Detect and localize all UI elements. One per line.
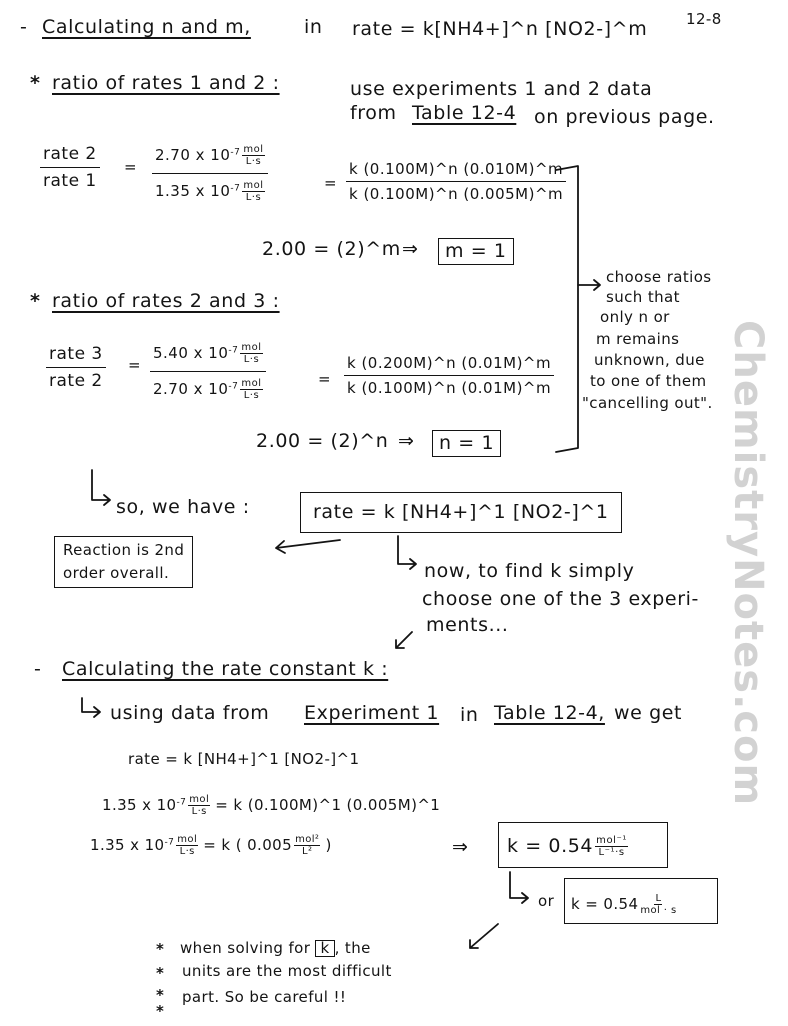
section2-line1-unit-top: mol [189,794,210,805]
section2-k-alt-unit-top: L [655,893,662,904]
bracket-right [556,166,578,452]
ratio12-eq2: = [324,174,337,192]
ratio23-star: * [30,290,41,312]
ratio23-eq: = [128,356,141,374]
side-note-line-1: choose ratios [606,268,712,286]
using-arrow [82,698,100,717]
ratio23-answer-box: n = 1 [432,430,501,457]
ratio23-rhs-fraction [344,354,554,397]
section2-or-word: or [538,892,555,910]
ratio12-lhs-fraction [40,144,100,191]
section2-line1-unit [188,794,210,817]
side-note-line-6: to one of them [590,372,707,390]
caution-arrow [470,924,498,948]
section2-k-alt-unit [640,893,676,916]
ratio23-arrow: ⇒ [398,430,415,452]
summary-find-k-line-2: choose one of the 3 experi- [422,588,699,610]
caution-line1-text: when solving for [180,939,311,957]
ratio12-arrow: ⇒ [402,238,419,260]
section2-line2-unit-top: mol [177,834,198,845]
ratio12-den-unit-bottom: L·s [245,192,262,203]
section1-heading: Calculating n and m, [42,16,251,38]
ratio23-result: 2.00 = (2)^n [256,430,389,452]
ratio12-num-unit-top: mol [243,144,264,155]
section1-in-word: in [304,16,323,38]
page-number: 12-8 [686,10,722,28]
ratio23-lhs-den: rate 2 [46,367,106,391]
ratio23-lhs-num: rate 3 [49,344,103,364]
to-order-arrow [276,540,340,553]
or-arrow [510,872,528,903]
section2-line2-rhs: = k ( 0.005 [203,836,293,854]
caution-star-3: * [156,986,165,1004]
ratio12-result: 2.00 = (2)^m [262,238,401,260]
section2-k-alt-unit-bottom: mol · s [640,905,677,916]
caution-line-3: part. So be careful !! [182,988,347,1006]
ratio12-table-ref: Table 12-4 [412,102,517,124]
ratio12-instruction: use experiments 1 and 2 data [350,78,653,100]
down-arrow [396,632,412,648]
ratio12-rhs-num: k (0.100M)^n (0.010M)^m [349,160,564,178]
find-k-arrow [398,536,416,569]
section2-line2-k-unit [294,834,320,857]
ratio12-instruction-tail: on previous page. [534,106,715,128]
section1-rate-law: rate = k[NH4+]^n [NO2-]^m [352,18,648,40]
section2-k-alt: k = 0.54 [571,895,639,913]
section2-line1 [102,794,440,817]
ratio12-answer-box: m = 1 [438,238,514,265]
section2-using-data: using data from [110,702,270,724]
ratio23-num-exp: -7 [228,345,239,356]
ratio23-den-unit-top: mol [241,378,262,389]
ratio12-rhs-den: k (0.100M)^n (0.005M)^m [346,181,566,203]
ratio12-num-unit-bottom: L·s [245,156,262,167]
ratio23-num-unit-bottom: L·s [243,354,260,365]
bracket-arrow [578,280,600,290]
ratio23-heading: ratio of rates 2 and 3 : [52,290,280,312]
section2-k-answer: k = 0.54 [507,835,594,857]
section2-k-answer-box [498,822,668,868]
section2-line2-exp: -7 [164,837,175,848]
ratio12-num-exp: -7 [230,147,241,158]
caution-star-2: * [156,964,165,982]
section2-table-ref: Table 12-4, [494,702,605,724]
ratio23-den-value-wrap [150,371,266,401]
ratio12-den-unit-top: mol [243,180,264,191]
ratio12-num-value-wrap [152,144,268,173]
section2-line2-k-unit-bottom: L² [301,846,313,857]
section2-line1-exp: -7 [176,797,187,808]
section2-arrow: ⇒ [452,836,469,858]
ratio12-den-unit [242,180,264,203]
section2-k-alt-line [571,893,677,916]
ratio12-den-exp: -7 [230,183,241,194]
section2-line1-lhs: 1.35 x 10 [102,796,177,814]
section2-we-get: we get [614,702,683,724]
ratio23-value-fraction [150,342,266,401]
section2-k-alt-box [564,878,718,924]
watermark: ChemistryNotes.com [725,320,771,807]
section2-line2-k-unit-top: mol² [295,834,320,845]
ratio12-star: * [30,72,41,94]
section2-line2-unit-bottom: L·s [179,846,195,857]
side-note-line-5: unknown, due [594,351,705,369]
ratio12-lhs-den: rate 1 [40,167,100,191]
ratio23-den-unit [240,378,262,401]
section2-rate-law: rate = k [NH4+]^1 [NO2-]^1 [128,750,360,768]
summary-find-k-line-1: now, to find k simply [424,560,635,582]
section2-line2-close: ) [325,836,332,854]
ratio12-den-value: 1.35 x 10 [155,182,231,200]
ratio23-eq2: = [318,370,331,388]
section2-line2-unit [176,834,198,857]
ratio23-num-unit [240,342,262,365]
ratio12-lhs-num: rate 2 [43,144,97,164]
section2-heading: Calculating the rate constant k : [62,658,389,680]
ratio23-rhs-den: k (0.100M)^n (0.01M)^m [344,375,554,397]
side-note-line-3: only n or [600,308,670,326]
caution-k-box: k [315,940,334,957]
section2-line2 [90,834,332,857]
caution-line1-tail: , the [334,939,371,957]
ratio23-num-value: 5.40 x 10 [153,344,229,362]
ratio12-from: from [350,102,397,124]
ratio23-den-unit-bottom: L·s [243,390,260,401]
summary-order-box [54,536,193,588]
caution-line-1 [180,940,371,957]
caution-star-1: * [156,940,165,958]
section2-k-unit-bottom: L⁻¹·s [598,847,625,858]
section2-k-answer-line [507,835,628,858]
ratio23-rhs-num: k (0.200M)^n (0.01M)^m [347,354,552,372]
summary-order-line-2: order overall. [63,564,170,582]
section2-line2-lhs: 1.35 x 10 [90,836,165,854]
ratio12-num-value: 2.70 x 10 [155,146,231,164]
section2-experiment-ref: Experiment 1 [304,702,440,724]
summary-so-we-have: so, we have : [116,496,250,518]
section2-k-unit [595,835,628,858]
section2-k-unit-top: mol⁻¹ [596,835,628,846]
summary-rate-law-box: rate = k [NH4+]^1 [NO2-]^1 [300,492,622,533]
summary-find-k-line-3: ments... [426,614,509,636]
ratio23-den-exp: -7 [228,381,239,392]
caution-line-2: units are the most difficult [182,962,392,980]
summary-order-line-1: Reaction is 2nd [63,541,185,559]
ratio23-num-value-wrap [150,342,266,371]
side-note-line-4: m remains [596,330,680,348]
section2-line1-rhs: = k (0.100M)^1 (0.005M)^1 [215,796,441,814]
side-note-line-7: "cancelling out". [582,394,713,412]
section1-dash: - [20,16,28,38]
section2-line1-unit-bottom: L·s [191,806,207,817]
so-arrow [92,470,110,505]
side-note-line-2: such that [606,288,680,306]
ratio12-den-value-wrap [152,173,268,203]
section2-in-word: in [460,704,479,726]
ratio23-den-value: 2.70 x 10 [153,380,229,398]
ratio12-eq: = [124,158,137,176]
ratio12-heading: ratio of rates 1 and 2 : [52,72,280,94]
ratio12-num-unit [242,144,264,167]
ratio12-rhs-fraction [346,160,566,203]
caution-star-4: * [156,1002,165,1020]
ratio23-lhs-fraction [46,344,106,391]
ratio12-value-fraction [152,144,268,203]
section2-dash: - [34,658,42,680]
ratio23-num-unit-top: mol [241,342,262,353]
